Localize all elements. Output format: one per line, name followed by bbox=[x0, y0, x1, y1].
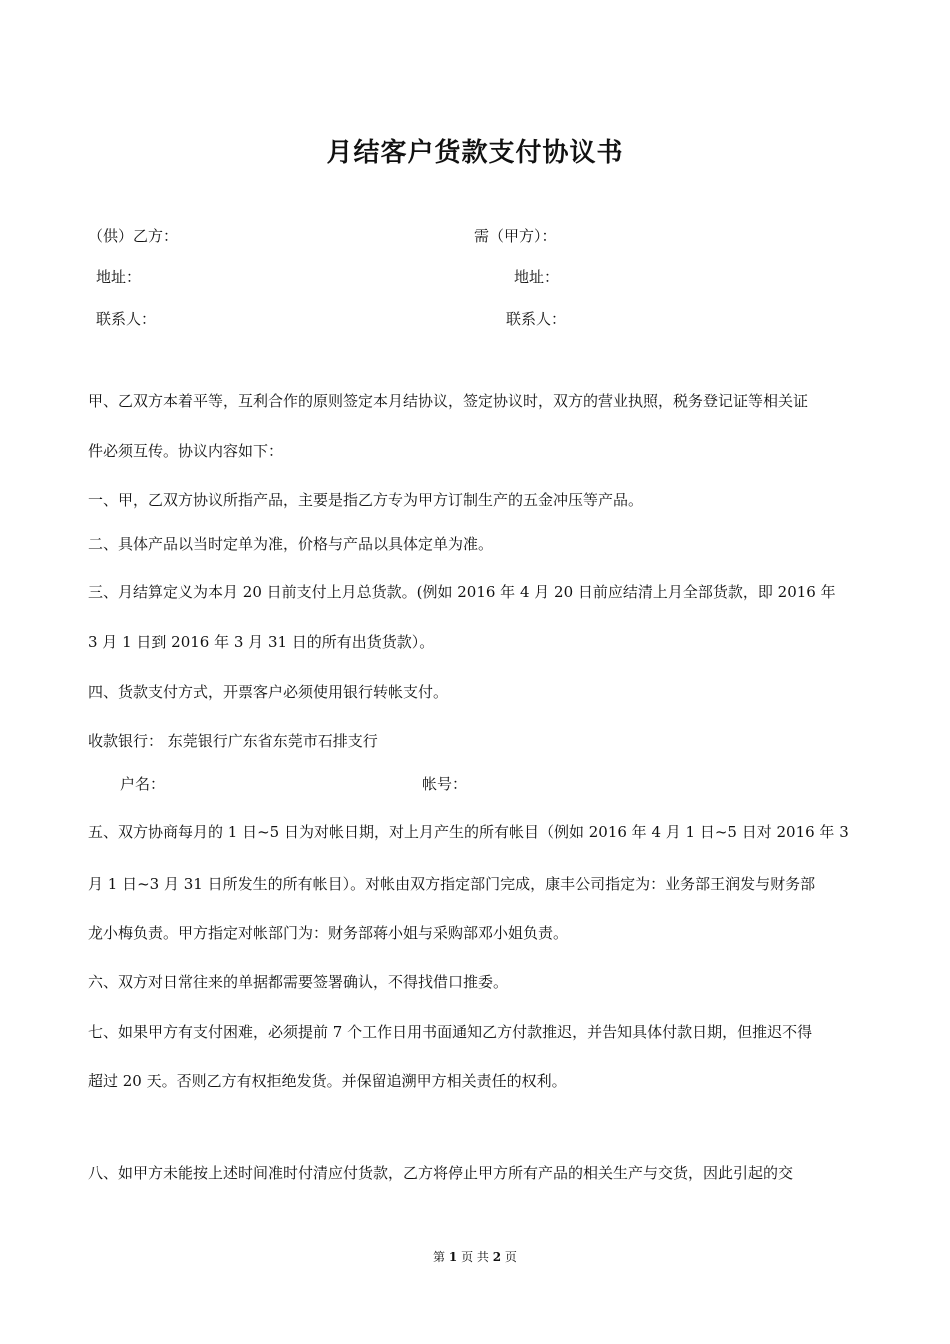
clause-3-line: 3 月 1 日到 2016 年 3 月 31 日的所有出货货款）。 bbox=[88, 633, 435, 651]
supplier-label: （供）乙方： bbox=[88, 227, 179, 245]
document-title: 月结客户货款支付协议书 bbox=[326, 138, 624, 168]
clause-4: 四、货款支付方式，开票客户必须使用银行转帐支付。 bbox=[88, 683, 449, 701]
intro-line: 件必须互传。协议内容如下： bbox=[88, 442, 284, 460]
supplier-contact-label: 联系人： bbox=[96, 310, 157, 328]
footer-page-number: 1 bbox=[448, 1250, 458, 1264]
footer-prefix: 第 bbox=[433, 1250, 446, 1264]
footer-middle: 页 共 bbox=[461, 1250, 489, 1264]
clause-3-line: 三、月结算定义为本月 20 日前支付上月总货款。(例如 2016 年 4 月 20 日前应结清上月全部货款，即 2016 年 bbox=[88, 583, 836, 601]
account-number-label: 帐号： bbox=[422, 775, 468, 793]
page-footer bbox=[0, 1248, 950, 1265]
clause-5-line: 龙小梅负责。甲方指定对帐部门为：财务部蒋小姐与采购部邓小姐负责。 bbox=[88, 924, 569, 942]
buyer-address-label: 地址： bbox=[514, 268, 560, 286]
footer-total-pages: 2 bbox=[492, 1250, 502, 1264]
intro-line: 甲、乙双方本着平等，互利合作的原则签定本月结协议，签定协议时，双方的营业执照，税务登记证等相关证 bbox=[88, 392, 809, 410]
clause-2: 二、具体产品以当时定单为准，价格与产品以具体定单为准。 bbox=[88, 535, 494, 553]
clause-5-line: 五、双方协商每月的 1 日~5 日为对帐日期，对上月产生的所有帐目（例如 2016 年 4 月 1 日~5 日对 2016 年 3 bbox=[88, 823, 849, 841]
clause-7-line: 超过 20 天。否则乙方有权拒绝发货。并保留追溯甲方相关责任的权利。 bbox=[88, 1072, 567, 1090]
account-name-label: 户名： bbox=[120, 775, 166, 793]
supplier-address-label: 地址： bbox=[96, 268, 142, 286]
clause-5-line: 月 1 日~3 月 31 日所发生的所有帐目）。对帐由双方指定部门完成，康丰公司指定为：业务部王润发与财务部 bbox=[88, 875, 816, 893]
footer-suffix: 页 bbox=[504, 1250, 517, 1264]
clause-1: 一、甲，乙双方协议所指产品，主要是指乙方专为甲方订制生产的五金冲压等产品。 bbox=[88, 491, 644, 509]
bank-line: 收款银行： 东莞银行广东省东莞市石排支行 bbox=[88, 732, 378, 750]
clause-6: 六、双方对日常往来的单据都需要签署确认，不得找借口推委。 bbox=[88, 973, 509, 991]
clause-8-line: 八、如甲方未能按上述时间准时付清应付货款，乙方将停止甲方所有产品的相关生产与交货，因此引起的交 bbox=[88, 1164, 794, 1182]
buyer-label: 需（甲方）： bbox=[474, 227, 557, 245]
buyer-contact-label: 联系人： bbox=[506, 310, 567, 328]
clause-7-line: 七、如果甲方有支付困难，必须提前 7 个工作日用书面通知乙方付款推迟，并告知具体付款日期，但推迟不得 bbox=[88, 1023, 813, 1041]
